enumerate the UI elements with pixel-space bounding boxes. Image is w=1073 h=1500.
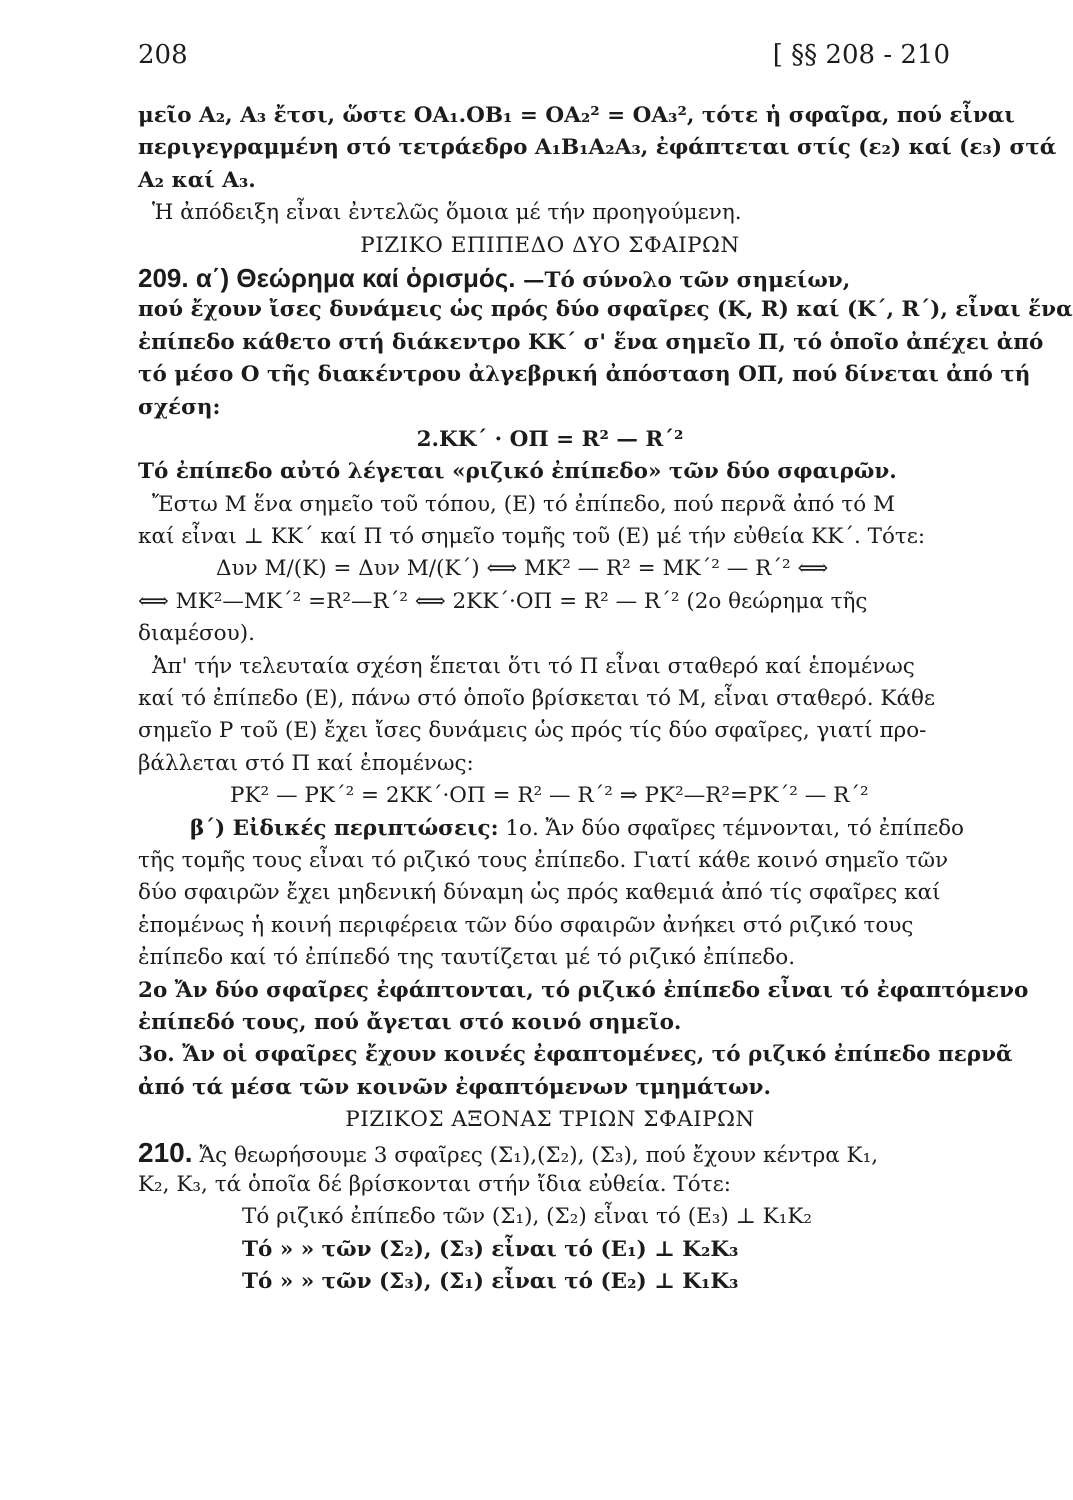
text-line: ἐπίπεδό τους, πού ἄγεται στό κοινό σημεῖο. (138, 1009, 682, 1035)
text-line: Ἡ ἀπόδειξη εἶναι ἐντελῶς ὅμοια μέ τήν προηγούμενη. (152, 200, 742, 226)
section-number: 210. (138, 1136, 193, 1168)
page-body (138, 100, 1073, 1298)
text-line: Τό ἐπίπεδο αὐτό λέγεται «ριζικό ἐπίπεδο» τῶν δύο σφαιρῶν. (138, 459, 897, 485)
text-line: 3ο. Ἄν οἱ σφαῖρες ἔχουν κοινές ἐφαπτομένες, τό ριζικό ἐπίπεδο περνᾶ (138, 1042, 1013, 1068)
subsection-label: β΄) Εἰδικές περιπτώσεις: (190, 815, 499, 841)
formula: 2.KK΄ · OΠ = R² — R΄² (416, 426, 684, 452)
formula: PK² — PK΄² = 2KK΄·OΠ = R² — R΄² ⇒ PK²—R²=PK΄² — R΄² (230, 783, 869, 809)
text-line: ἑπομένως ἡ κοινή περιφέρεια τῶν δύο σφαιρῶν ἀνήκει στό ριζικό τους (138, 912, 914, 938)
section-heading-radical-plane: ΡΙΖΙΚΟ ΕΠΙΠΕΔΟ ΔΥΟ ΣΦΑΙΡΩΝ (360, 232, 740, 258)
text-line: μεῖο A₂, A₃ ἔτσι, ὥστε OA₁.OB₁ = OA₂² = OA₃², τότε ἡ σφαῖρα, πού εἶναι (138, 103, 1015, 128)
theorem-line (138, 262, 962, 294)
text-line: 2ο Ἄν δύο σφαῖρες ἐφάπτονται, τό ριζικό ἐπίπεδο εἶναι τό ἐφαπτόμενο (138, 977, 1029, 1003)
special-cases-line (138, 813, 962, 845)
text-line: ἀπό τά μέσα τῶν κοινῶν ἐφαπτόμενων τμημάτων. (138, 1074, 771, 1100)
text-line: Ἄς θεωρήσουμε 3 σφαῖρες (Σ₁),(Σ₂), (Σ₃), πού ἔχουν κέντρα K₁, (192, 1142, 879, 1168)
text-line: Τό » » τῶν (Σ₂), (Σ₃) εἶναι τό (E₁) ⊥ K₂K₃ (242, 1236, 739, 1262)
text-line: πού ἔχουν ἴσες δυνάμεις ὡς πρός δύο σφαῖρες (K, R) καί (K΄, R΄), εἶναι ἕνα (138, 297, 1073, 323)
text-line: A₂ καί A₃. (138, 167, 256, 193)
text-line: Ἀπ' τήν τελευταία σχέση ἕπεται ὅτι τό Π εἶναι σταθερό καί ἑπομένως (152, 653, 915, 679)
text-line: διαμέσου). (138, 621, 255, 647)
formula: Δυν M/(K) = Δυν M/(K΄) ⟺ MK² — R² = MK΄² — R΄² ⟺ (216, 556, 829, 582)
section-heading-radical-axis: ΡΙΖΙΚΟΣ ΑΞΟΝΑΣ ΤΡΙΩΝ ΣΦΑΙΡΩΝ (345, 1107, 755, 1133)
text-line: —Τό σύνολο τῶν σημείων, (515, 267, 851, 293)
text-line: καί εἶναι ⊥ KK΄ καί Π τό σημεῖο τομῆς τοῦ (E) μέ τήν εὐθεία KK΄. Τότε: (138, 524, 926, 550)
text-line: τῆς τομῆς τους εἶναι τό ριζικό τους ἐπίπεδο. Γιατί κάθε κοινό σημεῖο τῶν (138, 847, 949, 873)
text-line: σχέση: (138, 394, 221, 420)
text-line: 1ο. Ἄν δύο σφαῖρες τέμνονται, τό ἐπίπεδο (498, 815, 964, 841)
text-line: καί τό ἐπίπεδο (E), πάνω στό ὁποῖο βρίσκεται τό M, εἶναι σταθερό. Κάθε (138, 686, 936, 712)
text-line: ἐπίπεδο καί τό ἐπίπεδό της ταυτίζεται μέ τό ριζικό ἐπίπεδο. (138, 945, 796, 971)
text-line: Τό » » τῶν (Σ₃), (Σ₁) εἶναι τό (E₂) ⊥ K₁K₃ (242, 1269, 739, 1295)
formula: ⟺ MK²—MK΄² =R²—R΄² ⟺ 2KK΄·OΠ = R² — R΄² (2ο θεώρημα τῆς (138, 588, 868, 614)
text-line: ἐπίπεδο κάθετο στή διάκεντρο KK΄ σ' ἕνα σημεῖο Π, τό ὁποῖο ἀπέχει ἀπό (138, 329, 1044, 355)
page-number: 208 (138, 40, 188, 70)
theorem-label: 209. α΄) Θεώρημα καί ὁρισμός. (138, 262, 516, 293)
text-line: τό μέσο O τῆς διακέντρου ἀλγεβρική ἀπόσταση OΠ, πού δίνεται ἀπό τή (138, 362, 1031, 388)
section-range: [ §§ 208 - 210 (772, 40, 950, 70)
text-line: K₂, K₃, τά ὁποῖα δέ βρίσκονται στήν ἴδια εὐθεία. Τότε: (138, 1171, 731, 1197)
text-line: σημεῖο P τοῦ (E) ἔχει ἴσες δυνάμεις ὡς πρός τίς δύο σφαῖρες, γιατί προ- (138, 718, 927, 744)
text-line: περιγεγραμμένη στό τετράεδρο A₁B₁A₂A₃, ἐφάπτεται στίς (ε₂) καί (ε₃) στά (138, 135, 1057, 161)
text-line: Ἔστω M ἕνα σημεῖο τοῦ τόπου, (E) τό ἐπίπεδο, πού περνᾶ ἀπό τό M (152, 491, 896, 517)
text-line: Τό ριζικό ἐπίπεδο τῶν (Σ₁), (Σ₂) εἶναι τό (E₃) ⊥ K₁K₂ (242, 1204, 813, 1230)
text-line: βάλλεται στό Π καί ἑπομένως: (138, 750, 474, 776)
text-line: δύο σφαιρῶν ἔχει μηδενική δύναμη ὡς πρός καθεμιά ἀπό τίς σφαῖρες καί (138, 880, 941, 906)
section-210-line (138, 1137, 962, 1169)
page-header (138, 40, 950, 80)
